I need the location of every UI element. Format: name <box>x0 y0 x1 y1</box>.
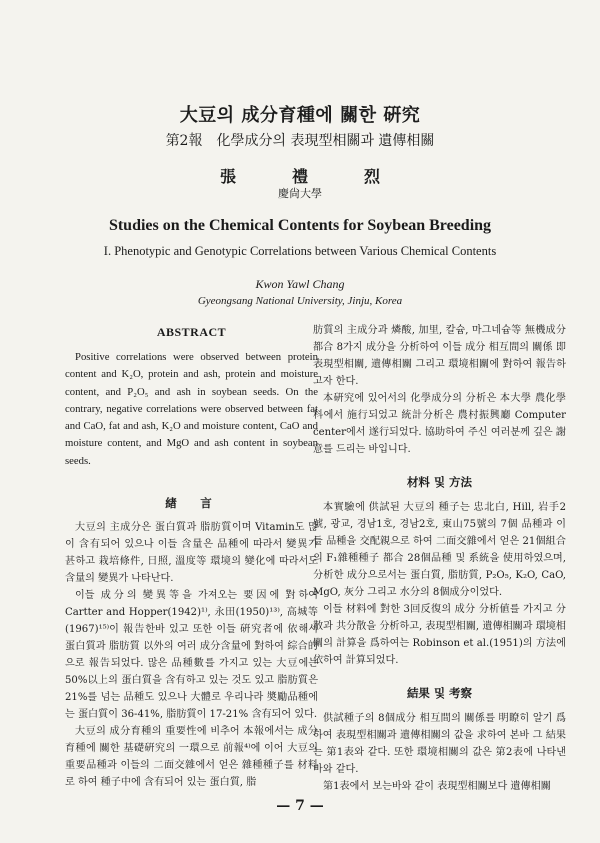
intro-paragraph-3: 大豆의 成分育種의 重要性에 비추어 本報에서는 成分育種에 關한 基礎硏究의 一環으로 前報⁴⁾에 이어 大豆의 重要品種과 이들의 二面交雜에서 얻은 雜種種子를 材料로 하여 種子中에 含有되어 있는 蛋白質, 脂 <box>65 726 318 789</box>
affiliation-english: Gyeongsang National University, Jinju, Korea <box>197 295 403 307</box>
subtitle-english: I. Phenotypic and Genotypic Correlations between Various Chemical Contents <box>103 244 497 258</box>
author-korean: 張 禮 烈 <box>219 167 400 186</box>
right-column <box>313 322 566 795</box>
abstract-text: Positive correlations were observed between protein content and K₂O, protein and ash, protein and moisture content, and P₂O₅ and ash in soybean seeds. On the contrary, negative correlations were observed between fat and CaO, fat and ash, K₂O and moisture content, CaO and moisture content, and MgO and ash content in soybean seeds. <box>65 351 318 467</box>
methods-heading: 材料 및 方法 <box>406 475 473 489</box>
intro-paragraph-4: 肪質의 主成分과 燐酸, 加里, 칼슘, 마그네슘等 無機成分 都合 8가지 成分을 分析하여 이들 成分 相互間의 關係 即 表現型相關, 遺傳相關 그리고 環境相關에 對하여 報告하고자 한다. <box>313 325 566 387</box>
intro-paragraph-2: 이들 成分의 變異等을 가져오는 要因에 對하여 Cartter and Hopper(1942)¹⁾, 永田(1950)¹³⁾, 高城等(1967)¹⁵⁾이 報告한바 있고 또한 이들 硏究者에 依해서 蛋白質과 脂肪質 以外의 여러 成分含量에 對하여 綜合的으로 報告되었다. 많은 品種數를 가지고 있는 大豆에는 50%以上의 蛋白質을 含有하고 있는 것도 있고 脂肪質은 21%를 넘는 品種도 있으나 大體로 우리나라 奬勵品種에는 蛋白質이 36-41%, 脂肪質이 17-21% 含有되어 있다. <box>65 590 318 721</box>
subtitle-korean: 第2報 化學成分의 表現型相關과 遺傳相關 <box>165 133 435 149</box>
introduction-heading: 緖 言 <box>165 496 218 511</box>
methods-paragraph-1: 本實驗에 供試된 大豆의 種子는 忠北白, Hill, 岩手2號, 광교, 경남1호, 경남2호, 東山75號의 7個 品種과 이들 品種을 交配親으로 하여 二面交雜에서 얻은 21個組合의 F₁雜種種子 都合 28個品種 및 系統을 使用하였으며, 分析한 成分으로서는 蛋白質, 脂肪質, P₂O₅, K₂O, CaO, MgO, 灰分 그리고 水分의 8個成分이었다. <box>313 502 566 598</box>
title-korean: 大豆의 成分育種에 關한 硏究 <box>179 105 421 126</box>
intro-paragraph-1: 大豆의 主成分은 蛋白質과 脂肪質이며 Vitamin도 많이 含有되어 있으나 이들 含量은 品種에 따라서 變異가 甚하고 栽培條件, 日照, 溫度等 環境의 變化에 따라서도 含量의 變異가 나타난다. <box>65 522 318 585</box>
results-paragraph-2: 第1表에서 보는바와 같이 表現型相關보다 遺傳相關 <box>323 781 551 792</box>
abstract-heading: ABSTRACT <box>156 325 227 339</box>
title-english: Studies on the Chemical Contents for Soybean Breeding <box>108 217 492 234</box>
left-column <box>65 322 318 791</box>
results-paragraph-1: 供試種子의 8個成分 相互間의 關係를 明瞭히 알기 爲하여 表現型相關과 遺傳相關의 값을 求하여 본바 그 結果는 第1表와 같다. 또한 環境相關의 값은 第2表에 나타낸바와 같다. <box>313 713 566 775</box>
affiliation-korean: 慶尙大學 <box>278 187 322 200</box>
acknowledgement-paragraph: 本硏究에 있어서의 化學成分의 分析은 本大學 農化學科에서 施行되었고 統計分析은 農村振興廳 Computer center에서 遂行되었다. 協助하여 주신 여러분께 깊은 謝意를 드리는 바입니다. <box>313 393 566 455</box>
author-english: Kwon Yawl Chang <box>255 277 345 291</box>
page-number: — 7 — <box>276 798 324 814</box>
methods-paragraph-2: 이들 材料에 對한 3回反復의 成分 分析値를 가지고 分散과 共分散을 分析하고, 表現型相關, 遺傳相關과 環境相關의 計算을 爲하여는 Robinson et al.(1951)의 方法에 依하여 計算되었다. <box>313 604 566 666</box>
results-heading: 結果 및 考察 <box>406 686 473 700</box>
